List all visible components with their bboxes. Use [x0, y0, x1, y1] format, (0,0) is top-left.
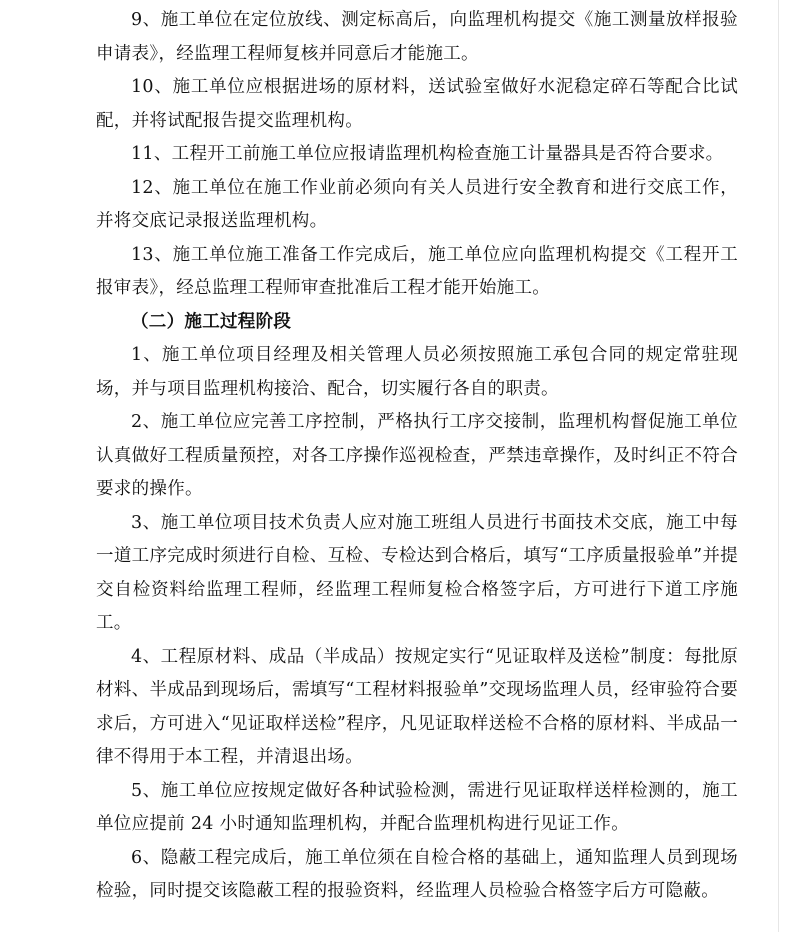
document-page — [96, 4, 738, 909]
paragraph-stage-item-2: 2、施工单位应完善工序控制，严格执行工序交接制，监理机构督促施工单位认真做好工程质量预控，对各工序操作巡视检查，严禁违章操作，及时纠正不符合要求的操作。 — [96, 412, 738, 499]
paragraph-item-9: 9、施工单位在定位放线、测定标高后，向监理机构提交《施工测量放样报验申请表》，经监理工程师复核并同意后才能施工。 — [96, 10, 738, 64]
paragraph-stage-item-4: 4、工程原材料、成品（半成品）按规定实行“见证取样及送检”制度：每批原材料、半成品到现场后，需填写“工程材料报验单”交现场监理人员，经审验符合要求后，方可进入“见证取样送检”程序，凡见证取样送检不合格的原材料、半成品一律不得用于本工程，并清退出场。 — [96, 646, 738, 767]
paragraph-stage-item-3: 3、施工单位项目技术负责人应对施工班组人员进行书面技术交底，施工中每一道工序完成时须进行自检、互检、专检达到合格后，填写“工序质量报验单”并提交自检资料给监理工程师，经监理工程师复检合格签字后，方可进行下道工序施工。 — [96, 512, 738, 633]
paragraph-item-10: 10、施工单位应根据进场的原材料，送试验室做好水泥稳定碎石等配合比试配，并将试配报告提交监理机构。 — [96, 77, 738, 131]
paragraph-item-13: 13、施工单位施工准备工作完成后，施工单位应向监理机构提交《工程开工报审表》，经总监理工程师审查批准后工程才能开始施工。 — [96, 244, 738, 298]
page-edge-line — [778, 0, 779, 932]
section-heading: （二）施工过程阶段 — [131, 311, 292, 332]
paragraph-stage-item-5: 5、施工单位应按规定做好各种试验检测，需进行见证取样送样检测的，施工单位应提前 24 小时通知监理机构，并配合监理机构进行见证工作。 — [96, 780, 738, 834]
paragraph-stage-item-6: 6、隐蔽工程完成后，施工单位须在自检合格的基础上，通知监理人员到现场检验，同时提交该隐蔽工程的报验资料，经监理人员检验合格签字后方可隐蔽。 — [96, 847, 738, 901]
paragraph-item-12: 12、施工单位在施工作业前必须向有关人员进行安全教育和进行交底工作，并将交底记录报送监理机构。 — [96, 177, 738, 231]
paragraph-stage-item-1: 1、施工单位项目经理及相关管理人员必须按照施工承包合同的规定常驻现场，并与项目监理机构接洽、配合，切实履行各自的职责。 — [96, 345, 738, 399]
paragraph-item-11: 11、工程开工前施工单位应报请监理机构检查施工计量器具是否符合要求。 — [131, 144, 724, 164]
